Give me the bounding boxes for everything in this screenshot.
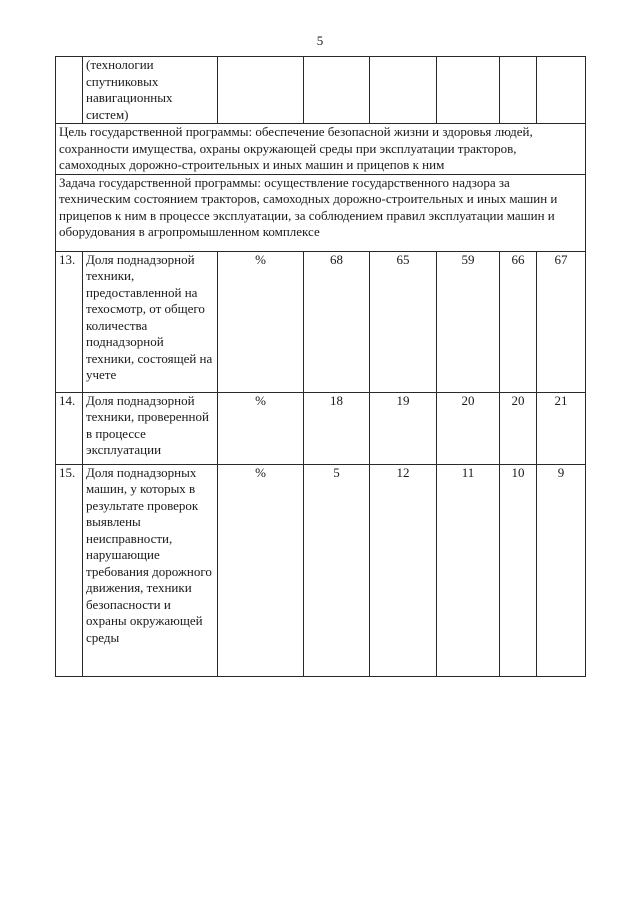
indicator-name: Доля поднадзорной техники, предоставленной на техосмотр, от общего количества поднадзорной техники, состоящей на учете [83,251,218,392]
table-row [56,464,586,676]
table-row-continuation [56,57,586,124]
value-cell: 20 [437,392,500,464]
unit-cell: % [218,392,304,464]
value-cell: 5 [304,464,370,676]
value-cell: 10 [500,464,537,676]
value-cell [370,57,437,124]
value-cell [304,57,370,124]
value-cell [437,57,500,124]
indicator-name: Доля поднадзорной техники, проверенной в процессе эксплуатации [83,392,218,464]
value-cell: 66 [500,251,537,392]
value-cell: 18 [304,392,370,464]
value-cell: 67 [537,251,586,392]
indicator-name: (технологии спутниковых навигационных систем) [83,57,218,124]
page-number: 5 [316,33,324,48]
value-cell: 20 [500,392,537,464]
value-cell: 68 [304,251,370,392]
value-cell [500,57,537,124]
row-number: 13. [56,251,83,392]
table-row [56,251,586,392]
value-cell: 11 [437,464,500,676]
unit-cell [218,57,304,124]
value-cell: 65 [370,251,437,392]
goal-row [56,124,586,175]
row-number: 15. [56,464,83,676]
value-cell: 59 [437,251,500,392]
program-goal: Цель государственной программы: обеспечение безопасной жизни и здоровья людей, сохранности имущества, охраны окружающей среды при эксплуатации тракторов, самоходных дорожно-строительных и иных машин и прицепов к ним [56,124,586,175]
value-cell: 21 [537,392,586,464]
program-task: Задача государственной программы: осуществление государственного надзора за техническим состоянием тракторов, самоходных дорожно-строительных и иных машин и прицепов к ним в процессе эксплуатации, за соблюдением правил эксплуатации машин и оборудования в агропромышленном комплексе [56,174,586,251]
row-number [56,57,83,124]
unit-cell: % [218,251,304,392]
table-row [56,392,586,464]
indicators-table [55,56,586,677]
row-number: 14. [56,392,83,464]
value-cell: 9 [537,464,586,676]
value-cell [537,57,586,124]
value-cell: 19 [370,392,437,464]
unit-cell: % [218,464,304,676]
indicator-name: Доля поднадзорных машин, у которых в результате проверок выявлены неисправности, нарушающие требования дорожного движения, техники безопасности и охраны окружающей среды [83,464,218,676]
task-row [56,174,586,251]
value-cell: 12 [370,464,437,676]
